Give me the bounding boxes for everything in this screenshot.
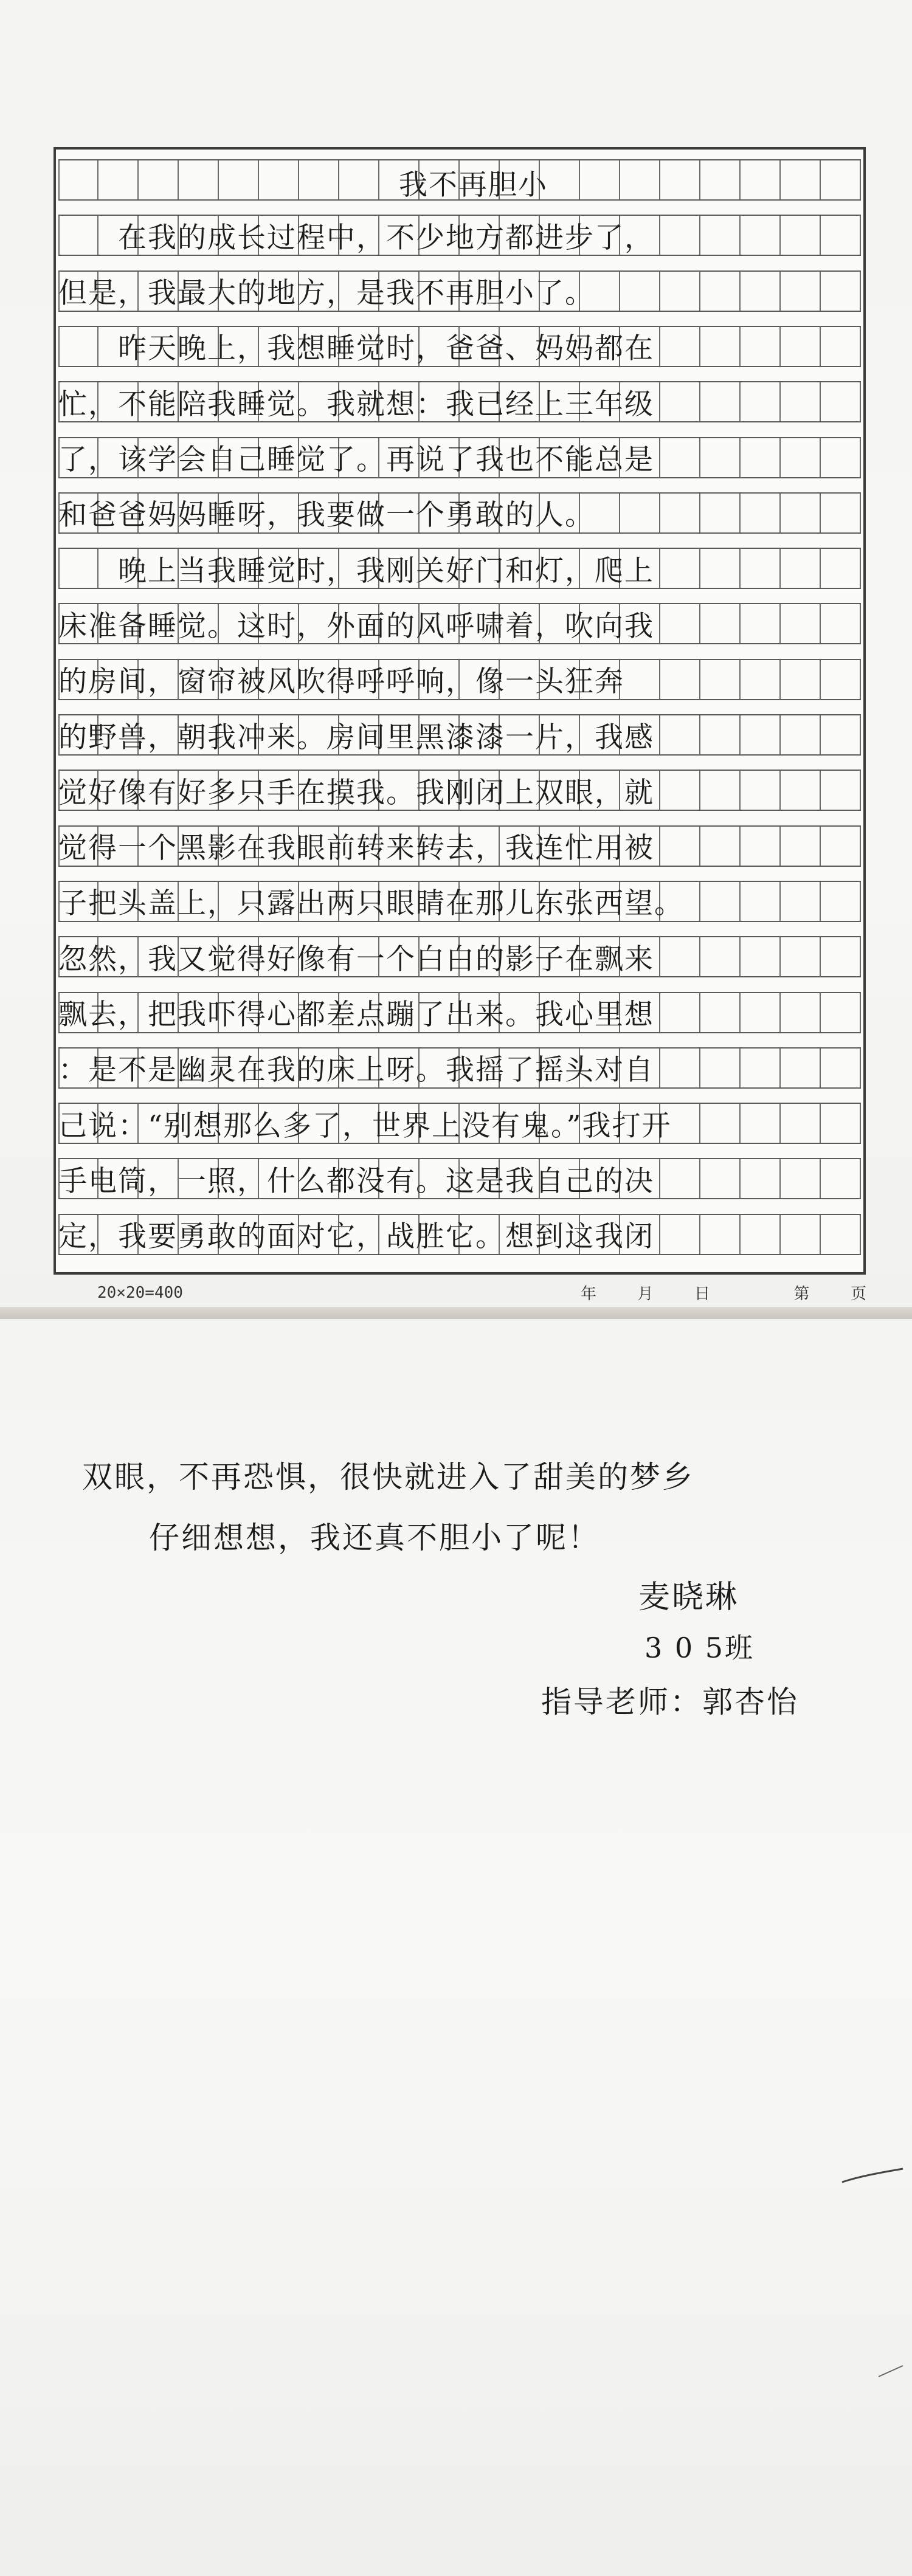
essay-line: 床准备睡觉。这时，外面的风呼啸着，吹向我 xyxy=(58,609,654,643)
author-name: 麦晓琳 xyxy=(638,1579,739,1616)
day-label: 日 xyxy=(694,1285,710,1303)
date-page-footer xyxy=(581,1281,866,1304)
essay-line: 定，我要勇敢的面对它，战胜它。想到这我闭 xyxy=(58,1220,654,1254)
essay-line: 飘去，把我吓得心都差点蹦了出来。我心里想 xyxy=(58,998,654,1031)
page-prefix-label: 第 xyxy=(793,1285,810,1303)
essay-line: 但是，我最大的地方，是我不再胆小了。 xyxy=(58,277,595,311)
essay-line: 的房间，窗帘被风吹得呼呼响，像一头狂奔 xyxy=(58,665,624,699)
class-label: 3 0 5班 xyxy=(644,1631,755,1664)
writing-grid xyxy=(58,159,861,1269)
page-gap xyxy=(0,1307,912,1319)
essay-paper-page-2 xyxy=(0,1319,912,2576)
essay-line: 忙，不能陪我睡觉。我就想：我已经上三年级 xyxy=(58,387,654,421)
continuation-line-2: 仔细想想，我还真不胆小了呢！ xyxy=(149,1520,600,1555)
essay-line: 忽然，我又觉得好像有一个白白的影子在飘来 xyxy=(58,942,654,976)
pen-scratch-mark-2 xyxy=(876,2358,906,2383)
pen-scratch-mark xyxy=(839,2164,906,2188)
essay-title: 我不再胆小 xyxy=(399,168,548,202)
essay-line: 和爸爸妈妈睡呀，我要做一个勇敢的人。 xyxy=(58,498,595,532)
month-label: 月 xyxy=(637,1285,654,1303)
essay-line: 了，该学会自己睡觉了。再说了我也不能总是 xyxy=(58,443,654,477)
essay-line: 在我的成长过程中，不少地方都进步了， xyxy=(58,221,654,255)
essay-line: 的野兽，朝我冲来。房间里黑漆漆一片，我感 xyxy=(58,720,654,754)
essay-line: 觉好像有好多只手在摸我。我刚闭上双眼，就 xyxy=(58,776,654,810)
teacher-label: 指导老师：郭杏怡 xyxy=(541,1684,799,1720)
essay-line: 手电筒，一照，什么都没有。这是我自己的决 xyxy=(58,1164,654,1198)
essay-line: 晚上当我睡觉时，我刚关好门和灯，爬上 xyxy=(58,554,654,588)
grid-size-label: 20×20=400 xyxy=(97,1284,183,1302)
essay-line: 己说：“别想那么多了，世界上没有鬼。”我打开 xyxy=(58,1109,672,1143)
essay-line: 昨天晚上，我想睡觉时，爸爸、妈妈都在 xyxy=(58,332,654,366)
page-suffix-label: 页 xyxy=(850,1285,866,1303)
year-label: 年 xyxy=(581,1285,597,1303)
essay-line: 觉得一个黑影在我眼前转来转去，我连忙用被 xyxy=(58,832,654,866)
essay-line: ：是不是幽灵在我的床上呀。我摇了摇头对自 xyxy=(58,1053,654,1087)
essay-line: 子把头盖上，只露出两只眼睛在那儿东张西望。 xyxy=(58,887,684,921)
continuation-line-1: 双眼，不再恐惧，很快就进入了甜美的梦乡 xyxy=(82,1459,694,1495)
